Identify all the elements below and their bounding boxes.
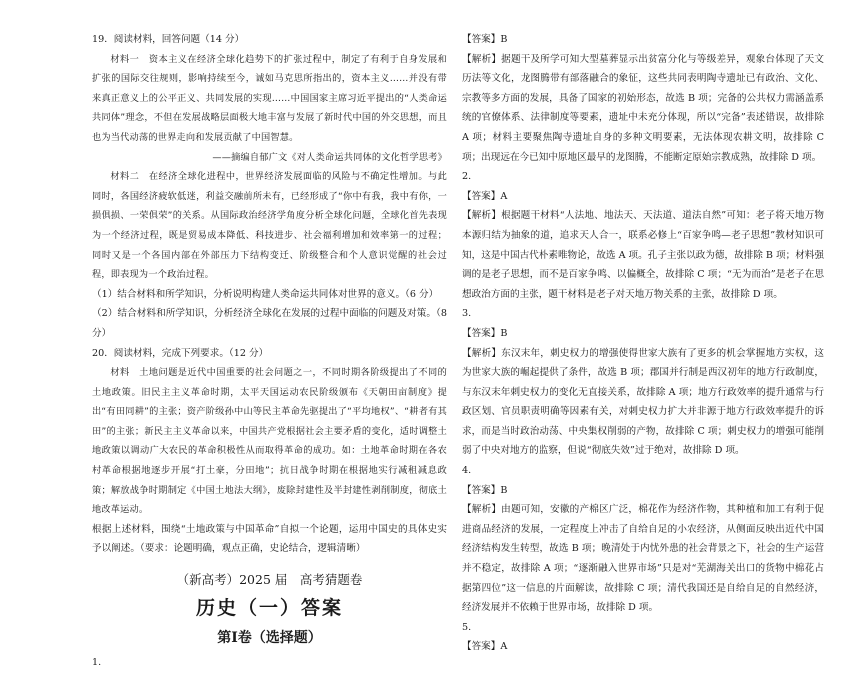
answer-2: 【答案】A (462, 190, 508, 202)
item-number-2: 2. (462, 171, 472, 183)
answer-1: 【答案】B (462, 34, 508, 45)
answer-title: 历史（一）答案 (195, 597, 343, 620)
explanation-3: 【解析】东汉末年，刺史权力的增强使得世家大族有了更多的机会掌握地方实权，这为世家大族的崛起提供了条件，故选 B 项；郡国并行制是西汉初年的地方行政制度，与东汉末年刺史权力的变化无直接关系，故排除 A 项；地方行政效率的提升通常与行政区划、官员职责明确等因素有关，对刺史权力扩大并非源于地方行政效率提升的诉求，而是当时政治动荡、中央集权削弱的产物，故排除 C 项；刺史权力的增强可能削弱了中央对地方的监察，但说“彻底失效”过于绝对，故排除 D 项。 (462, 347, 824, 457)
item-number-1: 1. (92, 657, 102, 669)
q19-material-1-source: ——摘编自郁广文《对人类命运共同体的文化哲学思考》 (212, 151, 447, 163)
explanation-2: 【解析】根据题干材料“人法地、地法天、天法道、道法自然”可知：老子将天地万物本源归结为抽象的道，追求天人合一，联系必修上“百家争鸣—老子思想”教材知识可知，这是中国古代朴素唯物论，故选 A 项。孔子主张以政为德，故排除 B 项；材料强调的是老子思想，而不是百家争鸣、以偏概全，故排除 C 项；“无为而治”是老子在思想政治方面的主张，题干材料是老子对天地万物关系的主张，故排除 D 项。 (462, 210, 824, 300)
section-title: 第Ⅰ卷（选择题） (217, 630, 322, 647)
answer-5: 【答案】A (462, 641, 508, 653)
exam-header: （新高考）2025 届 高考猜题卷 (176, 572, 363, 588)
answer-3: 【答案】B (462, 327, 508, 339)
answer-4: 【答案】B (462, 484, 508, 496)
q20-material: 材料 土地问题是近代中国重要的社会问题之一，不同时期各阶级提出了不同的土地政策。旧民主主义革命时期，太平天国运动农民阶级颁布《天朝田亩制度》提出“有田同耕”的主张；资产阶级孙中山等民主革命先驱提出了“平均地权”、“耕者有其田”的主张；新民主主义革命以来，中国共产党根据社会主要矛盾的变化，适时调整土地政策以调动广大农民的革命积极性从而取得革命的成功。如：土地革命时期在各农村革命根据地逐步开展“打土豪，分田地”；抗日战争时期在根据地实行减租减息政策；解放战争时期制定《中国土地法大纲》，废除封建性及半封建性剥削制度，彻底土地改革运动。 (92, 367, 447, 516)
left-column (92, 30, 447, 673)
q20-heading: 20．阅读材料，完成下列要求。（12 分） (92, 347, 269, 359)
item-number-5: 5. (462, 621, 472, 633)
q19-material-2: 材料二 在经济全球化进程中，世界经济发展面临的风险与不确定性增加。与此同时，各国经济疲软低迷，利益交融前所未有，已经形成了“你中有我，我中有你，一损俱损、一荣俱荣”的关系。从国际政治经济学角度分析全球化问题，全球化首先表现为一个经济过程，既是贸易成本降低、科技进步、社会福利增加和效率第一的过程；同时又是一个各国内部在外部压力下结构变迁、阶级整合和个人意识觉醒的社会过程，即表现为一个政治过程。 (92, 171, 447, 281)
q19-subquestion-1: （1）结合材料和所学知识，分析说明构建人类命运共同体对世界的意义。（6 分） (92, 288, 439, 300)
item-number-4: 4. (462, 465, 472, 477)
q19-material-1: 材料一 资本主义在经济全球化趋势下的扩张过程中，制定了有利于自身发展和扩张的国际交往规则，影响持续至今，诚如马克思所指出的，资本主义……并没有带来真正意义上的公平正义、共同发展的实现……中国国家主席习近平提出的“人类命运共同体”理念，不但在发展战略层面极大地丰富与发展了新时代中国的外交思想，而且也为当代动荡的世界走向和发展贡献了中国智慧。 (92, 53, 447, 143)
q19-subquestion-2: （2）结合材料和所学知识，分析经济全球化在发展的过程中面临的问题及对策。（8 分） (92, 308, 447, 339)
item-number-3: 3. (462, 308, 472, 320)
explanation-1: 【解析】据题干及所学可知大型墓葬显示出贫富分化与等级差异，观象台体现了天文历法等文化，龙图腾带有部落融合的象征，这些共同表明陶寺遗址已有政治、文化、宗教等多方面的发展，具备了国家的初始形态，故选 B 项；完备的公共权力需涵盖系统的官僚体系、法律制度等要素，遗址中未充分体现，所以“完备”表述错误，故排除 A 项；材料主要聚焦陶寺遗址自身的多种文明要素，无法体现农耕文明，故排除 C 项；出现远在今已知中原地区最早的龙图腾，不能断定原始宗教成熟，故排除 D 项。 (462, 53, 824, 163)
explanation-4: 【解析】由题可知，安徽的产棉区广泛，棉花作为经济作物，其种植和加工有利于促进商品经济的发展，一定程度上冲击了自给自足的小农经济，从侧面反映出近代中国经济结构发生转型，故选 B 项；晚清处于内忧外患的社会背景之下，社会的生产运营并不稳定，故排除 A 项；“逐渐融入世界市场”只是对“芜湖海关出口的货物中棉花占据第四位”这一信息的片面解读，故排除 C 项；清代我国还是自给自足的自然经济，经济发展并不依赖于世界市场，故排除 D 项。 (462, 504, 824, 614)
q19-heading: 19．阅读材料，回答问题（14 分） (92, 34, 245, 45)
right-column (462, 30, 824, 657)
q20-task: 根据上述材料，围绕“土地政策与中国革命”自拟一个论题，运用中国史的具体史实予以阐述。（要求：论题明确，观点正确，史论结合，逻辑清晰） (92, 523, 447, 555)
